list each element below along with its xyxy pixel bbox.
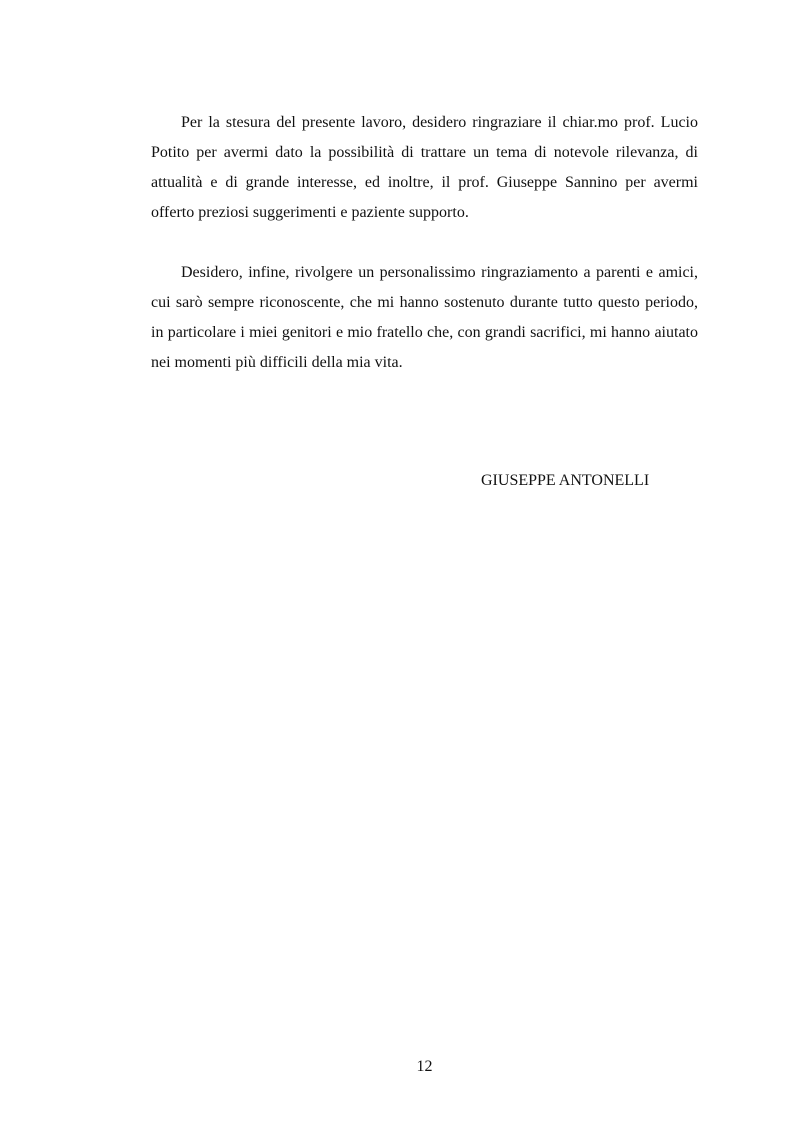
author-signature: GIUSEPPE ANTONELLI (481, 472, 650, 489)
acknowledgement-paragraph-2: Desidero, infine, rivolgere un personalissimo ringraziamento a parenti e amici, cui sarò sempre riconoscente, che mi hanno sostenuto durante tutto questo periodo, in particolare i miei genitori e mio fratello che, con grandi sacrifici, mi hanno aiutato nei momenti più difficili della mia vita. (151, 264, 698, 371)
acknowledgement-paragraph-1: Per la stesura del presente lavoro, desidero ringraziare il chiar.mo prof. Lucio Potito per avermi dato la possibilità di trattare un tema di notevole rilevanza, di attualità e di grande interesse, ed inoltre, il prof. Giuseppe Sannino per avermi offerto preziosi suggerimenti e paziente supporto. (151, 114, 698, 221)
page-number: 12 (416, 1058, 433, 1075)
